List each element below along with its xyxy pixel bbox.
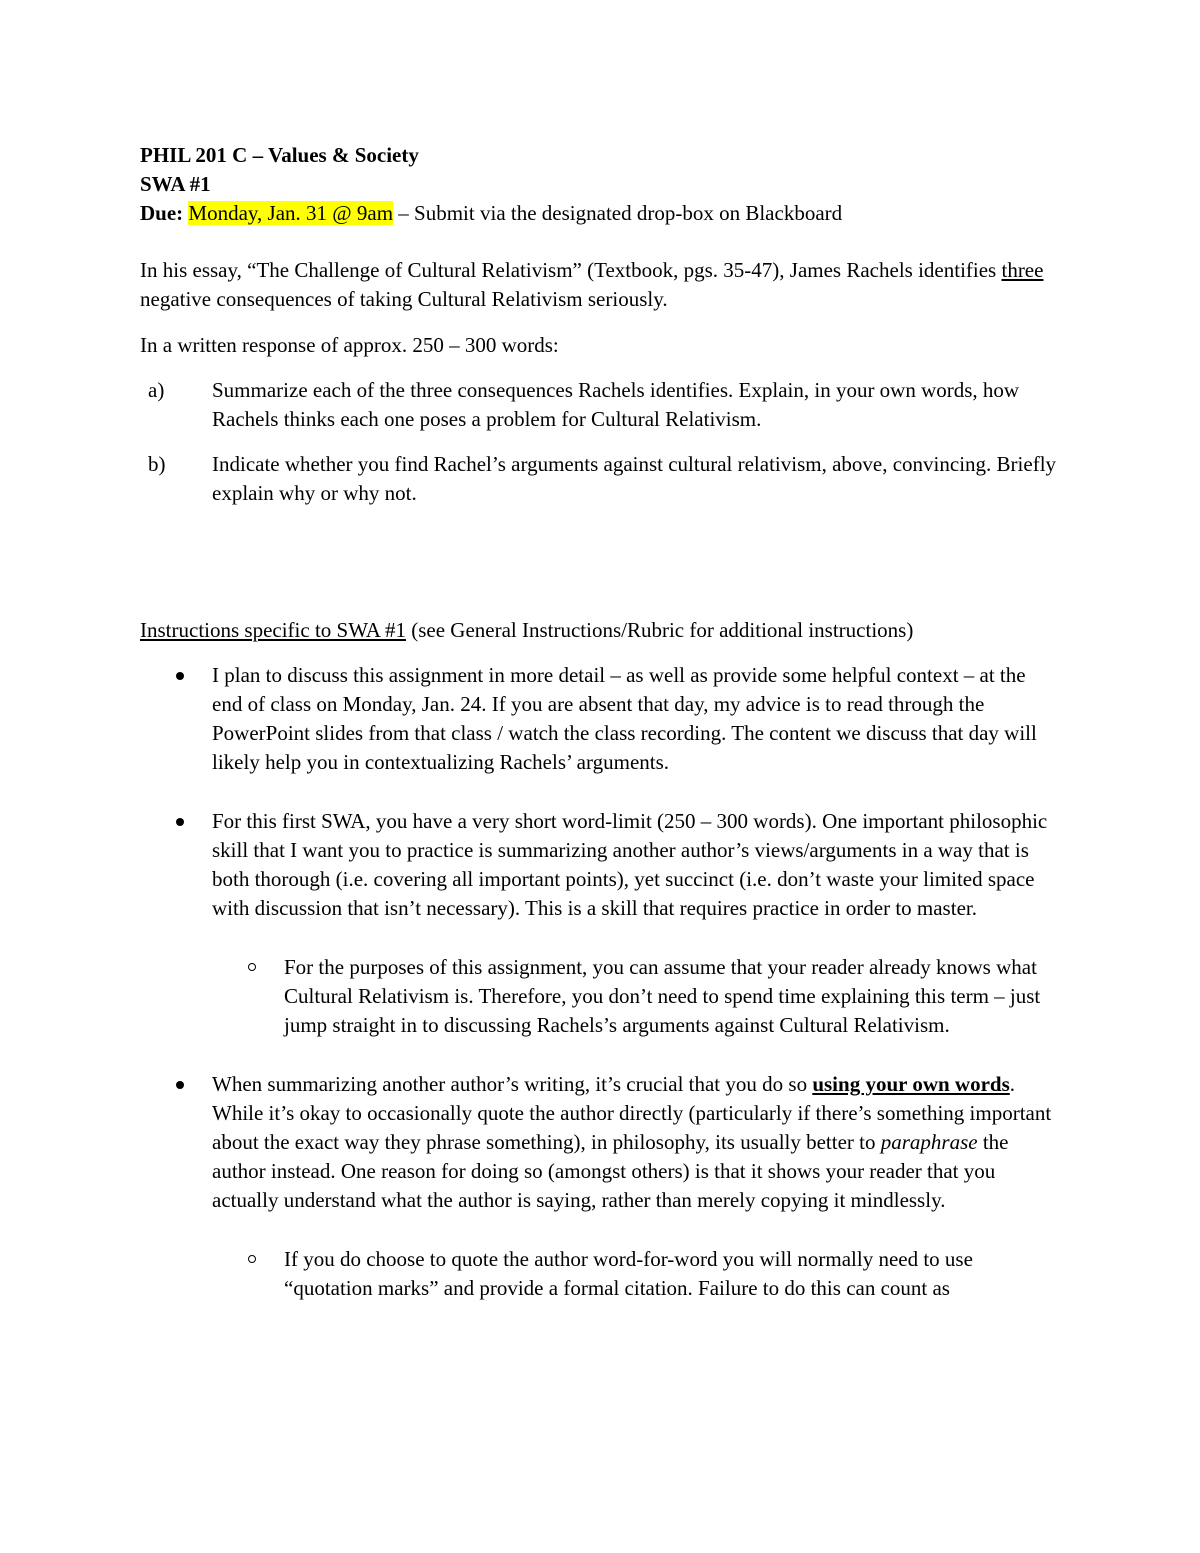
instructions-heading [140, 616, 1060, 645]
due-date-highlight: Monday, Jan. 31 @ 9am [188, 201, 394, 225]
due-submission-note: – Submit via the designated drop-box on Blackboard [393, 201, 843, 225]
prompt-paragraph: In a written response of approx. 250 – 300 words: [140, 333, 559, 357]
hollow-bullet-icon [248, 963, 256, 971]
bullet3-text-3: the author instead. One reason for doing so (amongst others) is that it shows your reader that you actually understand what the author is saying, rather than merely copying it mindlessly. [212, 1130, 1009, 1212]
assignment-title: SWA #1 [140, 172, 211, 196]
bullet3-text-2: . While it’s okay to occasionally quote the author directly (particularly if there’s something important about the exact way they phrase something), in philosophy, its usually better to [212, 1072, 1052, 1154]
bullet-icon [176, 818, 184, 826]
task-label-a: a) [148, 378, 165, 402]
hollow-bullet-icon [248, 1255, 256, 1263]
due-label: Due: [140, 201, 184, 225]
instruction-subbullet-3-text: If you do choose to quote the author word-for-word you will normally need to use “quotation marks” and provide a formal citation. Failure to do this can count as [284, 1247, 973, 1300]
instruction-bullet-3 [140, 1070, 1060, 1215]
instruction-bullet-3-text [212, 1072, 1051, 1212]
intro-text-1: In his essay, “The Challenge of Cultural Relativism” (Textbook, pgs. 35-47), James Rachels identifies [140, 258, 1002, 282]
bullet3-italic: paraphrase [880, 1130, 978, 1154]
instruction-bullet-2 [140, 807, 1060, 923]
instruction-bullet-1-text: I plan to discuss this assignment in more detail – as well as provide some helpful context – at the end of class on Monday, Jan. 24. If you are absent that day, my advice is to read through the PowerPoint slides from that class / watch the class recording. The content we discuss that day will likely help you in contextualizing Rachels’ arguments. [212, 663, 1037, 774]
task-item-b [140, 450, 1060, 508]
instructions-heading-title: Instructions specific to SWA #1 [140, 618, 406, 642]
bullet3-text-1: When summarizing another author’s writing, it’s crucial that you do so [212, 1072, 813, 1096]
task-label-b: b) [148, 452, 166, 476]
instructions-heading-note: (see General Instructions/Rubric for additional instructions) [405, 618, 914, 642]
intro-text-2: negative consequences of taking Cultural Relativism seriously. [140, 287, 668, 311]
intro-paragraph [140, 256, 1060, 314]
instruction-subbullet-2 [140, 953, 1060, 1040]
document-page [140, 141, 1060, 1303]
instruction-subbullet-3 [140, 1245, 1060, 1303]
bullet3-emphasis: using your own words [812, 1072, 1010, 1096]
due-line [140, 199, 1060, 228]
instruction-bullet-1 [140, 661, 1060, 777]
bullet-icon [176, 1081, 184, 1089]
instruction-bullet-2-text: For this first SWA, you have a very short word-limit (250 – 300 words). One important philosophic skill that I want you to practice is summarizing another author’s views/arguments in a way that is both thorough (i.e. covering all important points), yet succinct (i.e. don’t waste your limited space with discussion that isn’t necessary). This is a skill that requires practice in order to master. [212, 809, 1048, 920]
task-text-b: Indicate whether you find Rachel’s arguments against cultural relativism, above, convincing. Briefly explain why or why not. [212, 452, 1057, 505]
intro-emphasis: three [1001, 258, 1044, 282]
task-text-a: Summarize each of the three consequences Rachels identifies. Explain, in your own words, how Rachels thinks each one poses a problem for Cultural Relativism. [212, 378, 1020, 431]
course-title: PHIL 201 C – Values & Society [140, 143, 419, 167]
bullet-icon [176, 672, 184, 680]
instruction-subbullet-2-text: For the purposes of this assignment, you can assume that your reader already knows what Cultural Relativism is. Therefore, you don’t need to spend time explaining this term – just jump straight in to discussing Rachels’s arguments against Cultural Relativism. [284, 955, 1041, 1037]
task-item-a [140, 376, 1060, 434]
